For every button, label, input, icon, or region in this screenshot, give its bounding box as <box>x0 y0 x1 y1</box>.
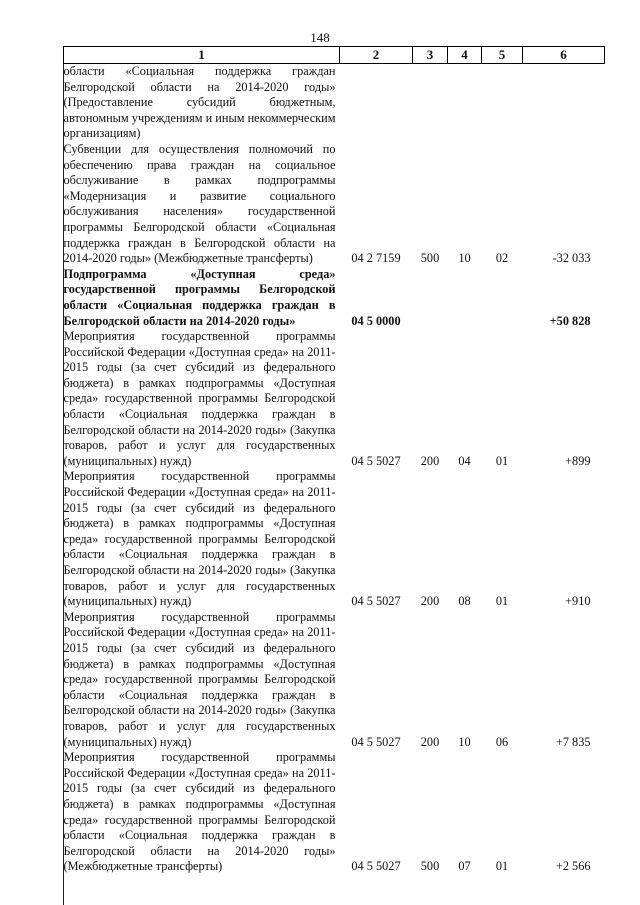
row-description: Мероприятия государственной программы Российской Федерации «Доступная среда» на 2011-2015 годы (за счет субсидий из федерального бюджета) в рамках подпрограммы «Доступная среда» государственной программы Белгородской области «Социальная поддержка граждан в Белгородской области на 2014-2020 годы» (Закупка товаров, работ и услуг для государственных (муниципальных) нужд) <box>63 609 336 749</box>
table-row <box>64 610 605 750</box>
budget-table <box>63 46 605 875</box>
row-subsection: 01 <box>495 859 509 874</box>
table-row <box>64 329 605 469</box>
row-section: 04 <box>458 453 471 468</box>
row-description: области «Социальная поддержка граждан Белгородской области на 2014-2020 годы» (Предоставление субсидий бюджетным, автономным учреждениям и иным некоммерческим организациям) <box>63 64 336 141</box>
column-header-1: 1 <box>64 47 340 64</box>
page-number: 148 <box>310 30 330 45</box>
row-subsection: 02 <box>495 251 509 266</box>
row-subsection <box>482 267 523 329</box>
row-amount: +899 <box>565 453 591 468</box>
column-header-3: 3 <box>413 47 448 64</box>
column-number-row <box>64 47 605 64</box>
row-subsection: 01 <box>495 453 509 468</box>
row-amount <box>523 64 605 142</box>
row-description: Подпрограмма «Доступная среда» государственной программы Белгородской области «Социальная поддержка граждан в Белгородской области на 2014-2020 годы» <box>63 266 336 328</box>
row-section: 10 <box>458 734 471 749</box>
table-row <box>64 469 605 609</box>
row-description: Мероприятия государственной программы Российской Федерации «Доступная среда» на 2011-2015 годы (за счет субсидий из федерального бюджета) в рамках подпрограммы «Доступная среда» государственной программы Белгородской области «Социальная поддержка граждан в Белгородской области на 2014-2020 годы» (Закупка товаров, работ и услуг для государственных (муниципальных) нужд) <box>63 469 336 609</box>
row-expense-type: 500 <box>420 251 440 266</box>
row-description: Мероприятия государственной программы Российской Федерации «Доступная среда» на 2011-2015 годы (за счет субсидий из федерального бюджета) в рамках подпрограммы «Доступная среда» государственной программы Белгородской области «Социальная поддержка граждан в Белгородской области на 2014-2020 годы» (Межбюджетные трансферты) <box>63 750 336 874</box>
row-amount: +2 566 <box>555 859 591 874</box>
column-header-4: 4 <box>448 47 482 64</box>
row-code: 04 5 0000 <box>351 313 401 328</box>
column-header-6: 6 <box>523 47 605 64</box>
row-subsection <box>482 64 523 142</box>
table-row <box>64 142 605 267</box>
row-subsection: 01 <box>495 594 509 609</box>
row-section <box>448 267 482 329</box>
row-section: 07 <box>458 859 471 874</box>
row-expense-type: 200 <box>420 453 440 468</box>
row-expense-type: 200 <box>420 734 440 749</box>
table-row <box>64 750 605 875</box>
row-expense-type: 200 <box>420 594 440 609</box>
column-header-2: 2 <box>340 47 413 64</box>
row-code: 04 5 5027 <box>351 859 401 874</box>
row-expense-type: 500 <box>420 859 440 874</box>
row-code: 04 5 5027 <box>351 734 401 749</box>
row-code: 04 2 7159 <box>351 251 401 266</box>
table-row <box>64 267 605 329</box>
row-description: Субвенции для осуществления полномочий по обеспечению права граждан на социальное обслуживание в рамках подпрограммы «Модернизация и развитие социального обслуживания населения» государственной программы Белгородской области «Социальная поддержка граждан в Белгородской области на 2014-2020 годы» (Межбюджетные трансферты) <box>63 141 336 266</box>
row-section <box>448 64 482 142</box>
row-code: 04 5 5027 <box>351 594 401 609</box>
row-code <box>340 64 413 142</box>
row-expense-type <box>413 267 448 329</box>
row-section: 10 <box>458 251 471 266</box>
row-section: 08 <box>458 594 471 609</box>
row-amount: +910 <box>565 594 591 609</box>
row-amount: -32 033 <box>552 251 591 266</box>
row-amount: +7 835 <box>555 734 591 749</box>
table-row <box>64 64 605 142</box>
row-description: Мероприятия государственной программы Российской Федерации «Доступная среда» на 2011-2015 годы (за счет субсидий из федерального бюджета) в рамках подпрограммы «Доступная среда» государственной программы Белгородской области «Социальная поддержка граждан в Белгородской области на 2014-2020 годы» (Закупка товаров, работ и услуг для государственных (муниципальных) нужд) <box>63 329 336 468</box>
row-subsection: 06 <box>495 734 509 749</box>
column-header-5: 5 <box>482 47 523 64</box>
row-code: 04 5 5027 <box>351 453 401 468</box>
row-expense-type <box>413 64 448 142</box>
row-amount: +50 828 <box>549 313 591 328</box>
